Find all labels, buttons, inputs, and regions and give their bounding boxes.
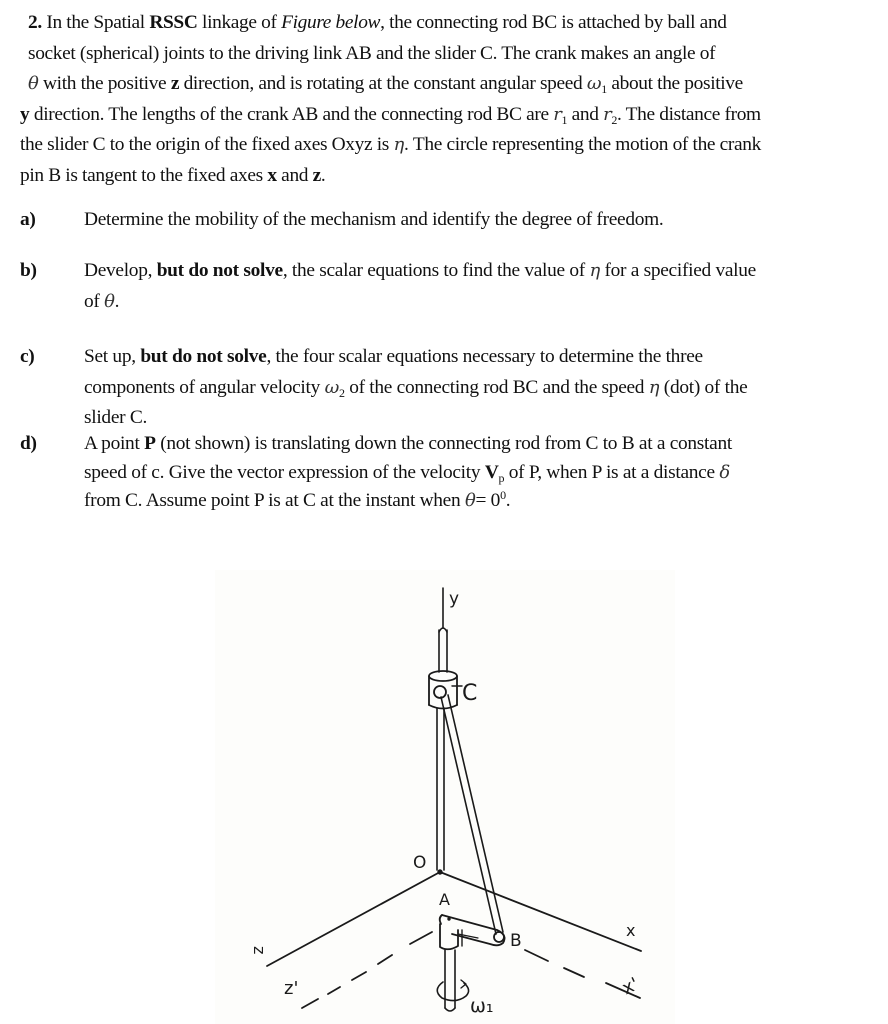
x-prime-label: x': [618, 973, 642, 1000]
text-run: y: [20, 103, 30, 125]
text-run: direction, and is rotating at the constant angular speed: [179, 73, 587, 94]
vertical-post: [437, 708, 444, 870]
question-label: a): [20, 209, 36, 230]
text-run: pin B is tangent to the fixed axes: [20, 164, 268, 186]
math-symbol: η: [589, 260, 600, 281]
text-run: components of angular velocity: [84, 376, 325, 398]
y-axis-label: y: [449, 589, 460, 609]
math-symbol: θ: [28, 73, 39, 94]
omega1-label: ω₁: [470, 995, 494, 1017]
text-run: speed of c. Give the vector expression of the velocity: [84, 461, 485, 483]
text-run: RSSC: [149, 12, 198, 33]
math-symbol: r: [553, 103, 562, 125]
text-run: about the positive: [606, 73, 743, 94]
text-run: 2.: [28, 12, 42, 33]
text-run: of: [84, 290, 105, 312]
point-c-label: C: [462, 681, 478, 706]
question-label: b): [20, 260, 37, 281]
text-run: = 0: [475, 490, 501, 511]
subscript: 1: [561, 112, 568, 127]
text-run: with the positive: [38, 73, 171, 94]
subscript: 2: [611, 112, 618, 127]
text-run: direction. The lengths of the crank AB and the connecting rod BC are: [29, 103, 554, 125]
z-axis-label: z: [250, 946, 269, 955]
text-run: Set up,: [84, 346, 141, 367]
superscript: 0: [500, 488, 506, 502]
text-run: and: [276, 164, 313, 186]
slider-collar-c: [429, 671, 462, 709]
question-label: d): [20, 433, 37, 454]
z-prime-axis-dashed: [302, 932, 432, 1008]
text-run: the slider C to the origin of the fixed axes Oxyz is: [20, 134, 394, 155]
math-symbol: ω: [324, 376, 339, 398]
text-run: of the connecting rod BC and the speed: [344, 376, 649, 398]
x-axis-label: x: [626, 921, 636, 940]
text-run: .: [114, 290, 120, 312]
text-run: . The circle representing the motion of the crank: [403, 134, 761, 155]
origin-o-label: O: [413, 853, 427, 873]
text-run: (not shown) is translating down the connecting rod from C to B at a constant: [155, 433, 732, 454]
text-run: x: [267, 164, 277, 186]
math-symbol: η: [648, 376, 660, 398]
text-run: Develop,: [84, 260, 157, 281]
point-a-label: A: [439, 890, 450, 909]
math-symbol: δ: [719, 461, 730, 483]
text-run: of P, when P is at a distance: [504, 461, 720, 483]
text-run: .: [320, 164, 326, 186]
text-run: In the Spatial: [41, 12, 150, 33]
text-run: and: [567, 103, 604, 125]
rotation-arrow-icon: [437, 980, 468, 1001]
text-run: from C. Assume point P is at C at the instant when: [84, 490, 465, 511]
subscript: 1: [601, 82, 607, 96]
text-run: but do not solve: [156, 260, 283, 281]
text-run: for a specified value: [599, 260, 756, 281]
text-run: but do not solve: [140, 346, 267, 367]
text-run: linkage of: [197, 12, 282, 33]
math-symbol: ω: [586, 73, 602, 94]
text-run: z: [170, 73, 180, 94]
math-symbol: θ: [104, 290, 115, 312]
text-run: Determine the mobility of the mechanism and identify the degree of freedom.: [84, 209, 664, 230]
text-run: , the connecting rod BC is attached by ball and: [380, 12, 727, 33]
crank-shaft: [445, 950, 455, 1011]
z-axis-line: [267, 872, 440, 966]
slider-guide-rod: [439, 628, 447, 672]
text-run: socket (spherical) joints to the driving link AB and the slider C. The crank makes an angle of: [28, 42, 716, 64]
subscript: 2: [338, 385, 345, 400]
text-run: .: [505, 490, 511, 511]
text-run: (dot) of the: [659, 376, 748, 398]
z-prime-label: z': [284, 978, 299, 999]
text-run: slider C.: [84, 407, 148, 428]
math-symbol: θ: [464, 490, 476, 511]
math-symbol: r: [603, 103, 612, 125]
text-run: P: [144, 433, 156, 454]
text-run: , the scalar equations to find the value of: [282, 260, 590, 281]
text-run: V: [484, 461, 499, 483]
text-run: Figure below: [281, 12, 381, 33]
subscript: p: [498, 470, 505, 485]
text-run: A point: [84, 433, 145, 454]
connecting-rod-bc: [441, 695, 503, 934]
text-run: , the four scalar equations necessary to determine the three: [266, 346, 703, 367]
text-run: . The distance from: [617, 103, 761, 125]
point-b-label: B: [510, 931, 522, 951]
x-prime-axis-dashed: [525, 950, 640, 998]
math-symbol: η: [393, 134, 404, 155]
crank-ab: [440, 915, 505, 945]
bearing-block: [440, 924, 462, 949]
question-label: c): [20, 346, 35, 367]
text-run: z: [312, 164, 321, 186]
